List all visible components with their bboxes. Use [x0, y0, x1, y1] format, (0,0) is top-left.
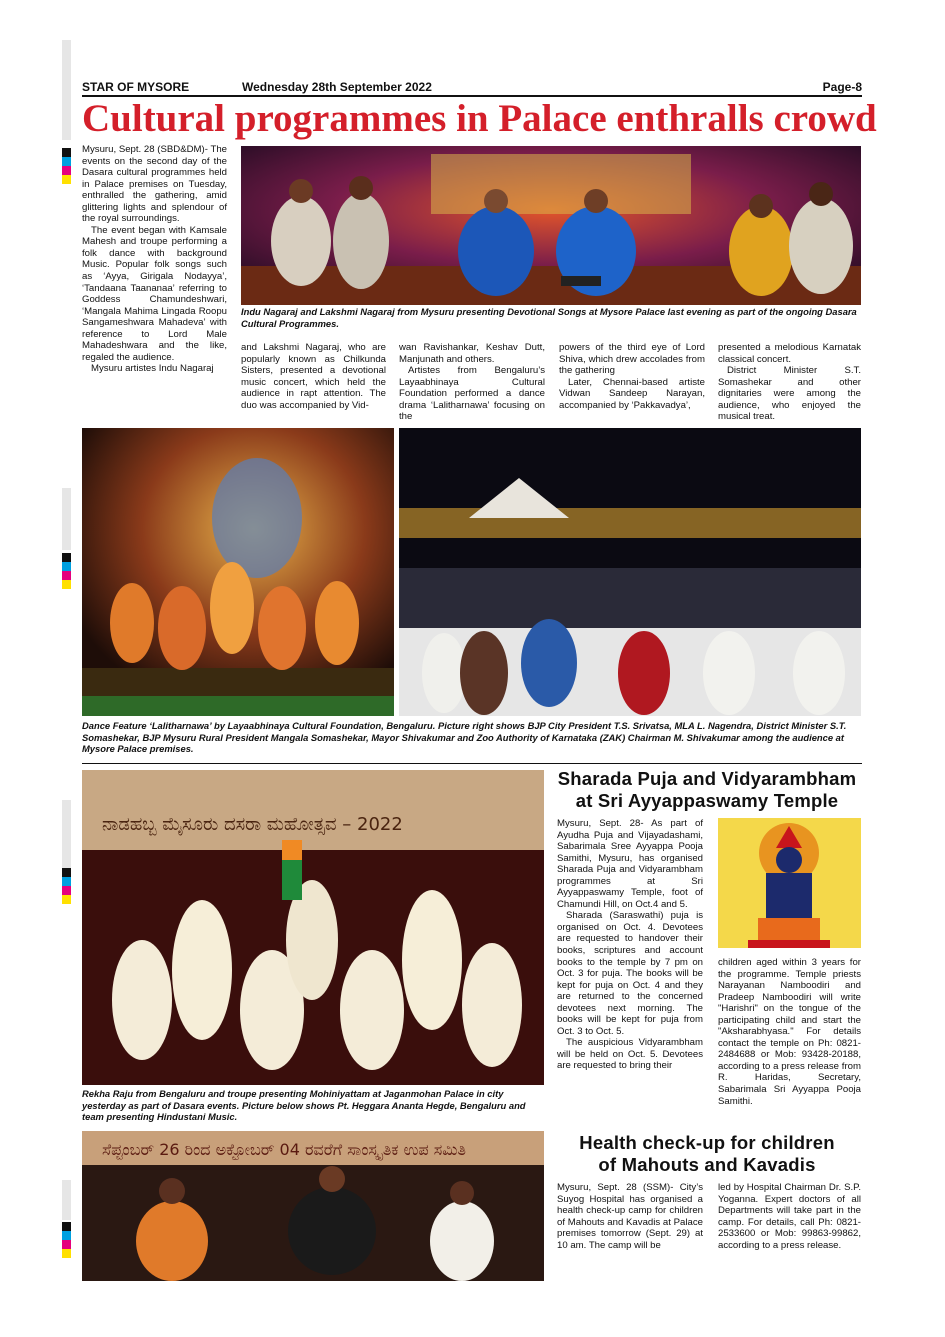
print-margin-band: [62, 1180, 71, 1220]
caption-top-photo: Indu Nagaraj and Lakshmi Nagaraj from Mysuru presenting Devotional Songs at Mysore Palace last evening as part of the ongoing Dasara Cultural Programmes.: [241, 306, 857, 329]
page-number: Page-8: [822, 80, 862, 94]
sharada-column-2: children aged within 3 years for the programme. Temple priests Narayanan Namboodiri and Pradeep Namboodiri will write "Harishri" on the tongue of the participating child and start the "Aksharabhyasa." For details contact the temple on Ph: 0821-2484688 or Mob: 93428-20188, according to a press release from R. Haridas, Secretary, Sabarimala Sri Ayyappa Pooja Samithi.: [718, 957, 861, 1107]
story-column-5: presented a melodious Karnatak classical concert. District Minister S.T. Somashekar and other dignitaries were among the audience, who enjoyed the musical treat.: [718, 342, 861, 423]
caption-middle-photos: Dance Feature ‘Lalitharnawa’ by Layaabhinaya Cultural Foundation, Bengaluru. Picture right shows BJP City President T.S. Srivatsa, MLA L. Nagendra, District Minister S.T. Somashekar, BJP Mysuru Rural President Mangala Somashekar, Mayor Shivakumar and Zoo Authority of Karnataka (ZAK) Chairman M. Shivakumar among the audience at Mysore Palace premises.: [82, 720, 847, 754]
photo-dignitaries-audience: [399, 428, 861, 716]
story-column-2: and Lakshmi Nagaraj, who are popularly known as Chilkunda Sisters, presented a devotional music concert, which held the audience in rapt attention. The duo was accompanied by Vid-: [241, 342, 386, 411]
issue-date: Wednesday 28th September 2022: [242, 80, 432, 94]
print-margin-band: [62, 40, 71, 140]
photo-ayyappaswamy: [718, 818, 861, 948]
story-column-3: wan Ravishankar, Keshav Dutt, Manjunath and others. Artistes from Bengaluru’s Layaabhinaya Cultural Foundation performed a dance drama ‘Lalitharnawa’ focusing on the: [399, 342, 545, 423]
registration-marks: [62, 868, 71, 904]
paper-name: STAR OF MYSORE: [82, 80, 190, 94]
photo-mohiniyattam: [82, 770, 544, 1085]
registration-marks: [62, 553, 71, 589]
health-column-1: Mysuru, Sept. 28 (SSM)- City’s Suyog Hospital has organised a health check-up camp for children of Mahouts and Kavadis at Palace premises tomorrow (Sept. 29) at 10 am. The camp will be: [557, 1182, 703, 1251]
registration-marks: [62, 148, 71, 184]
story-column-1: Mysuru, Sept. 28 (SBD&DM)- The events on the second day of the Dasara cultural programmes held in Palace premises on Tuesday, enthralled the gathering, amid glittering lights and splendour of the royal surroundings. The event began with Kamsale Mahesh and troupe performing a folk dance with background Music. Popular folk songs such as ‘Ayya, Girigala Nodayya’, ‘Tandaana Taananaa’ referring to Goddess Chamundeshwari, ‘Mangala Mahima Lingada Roopu Sangameshwara Mahadeva’ with reference to Lord Male Mahadeshwara and the like, regaled the audience. Mysuru artistes Indu Nagaraj: [82, 144, 227, 375]
sharada-column-1: Mysuru, Sept. 28- As part of Ayudha Puja and Vijayadashami, Sabarimala Sree Ayyappa Pooja Samithi, Mysuru, has organised Sharada Puja and Vidyarambham programmes at Sri Ayyappaswamy Temple, foot of Chamundi Hill, on Oct.4 and 5. Sharada (Saraswathi) puja is organised on Oct. 4. Devotees are requested to handover their books, scriptures and account books to the temple by 7 pm on Oct. 3 for puja. The books will be kept for puja on Oct. 4 and they are returned to the concerned devotees next morning. The books will be kept for puja from Oct. 3 to Oct. 5. The auspicious Vidyarambham will be held on Oct. 5. Devotees are requested to bring their: [557, 818, 703, 1072]
print-margin-band: [62, 800, 71, 868]
banner-text: ನಾಡಹಬ್ಬ ಮೈಸೂರು ದಸರಾ ಮಹೋತ್ಸವ – 2022: [102, 814, 403, 835]
health-column-2: led by Hospital Chairman Dr. S.P. Yoganna. Expert doctors of all Departments will take part in the camp. For details, call Ph: 0821-2533600 or Mob: 99863-99862, according to a press release.: [718, 1182, 861, 1251]
photo-devotional-concert: [241, 146, 861, 305]
registration-marks: [62, 1222, 71, 1258]
print-margin-band: [62, 488, 71, 550]
story-column-4: powers of the third eye of Lord Shiva, which drew accolades from the gathering Later, Chennai-based artiste Vidwan Sandeep Narayan, accompanied by ‘Pakkavadya’,: [559, 342, 705, 411]
photo-lalitharnawa-dance: [82, 428, 394, 716]
health-title: Health check-up for children of Mahouts and Kavadis: [579, 1132, 835, 1175]
headline: Cultural programmes in Palace enthralls crowd: [82, 97, 877, 140]
photo-hindustani-music: [82, 1131, 544, 1281]
sharada-title: Sharada Puja and Vidyarambham at Sri Ayyappaswamy Temple: [557, 768, 857, 811]
masthead: [82, 80, 862, 94]
section-rule: [82, 763, 862, 764]
caption-mohiniyattam: Rekha Raju from Bengaluru and troupe presenting Mohiniyattam at Jaganmohan Palace in city yesterday as part of Dasara events. Picture below shows Pt. Heggara Ananta Hegde, Bengaluru and team presenting Hindustani Music.: [82, 1088, 526, 1122]
banner-text: ಸೆಪ್ಟಂಬರ್ 26 ರಿಂದ ಅಕ್ಟೋಬರ್ 04 ರವರೆಗೆ ಸಾಂಸ್ಕೃತಿಕ ಉಪ ಸಮಿತಿ: [102, 1140, 467, 1159]
